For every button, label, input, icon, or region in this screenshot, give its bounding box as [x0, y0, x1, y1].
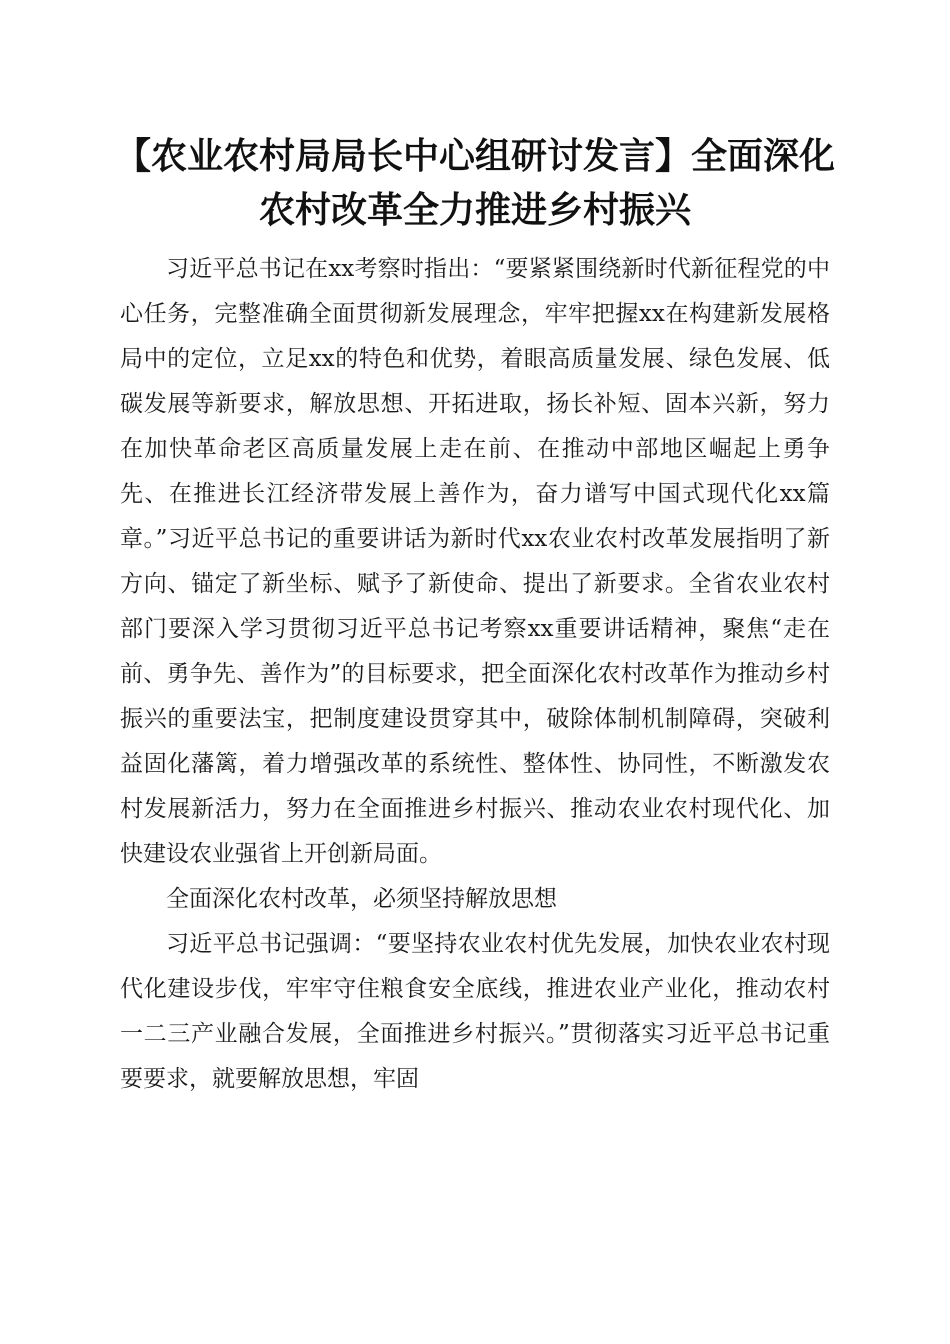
- body-paragraph-1: 习近平总书记在xx考察时指出：“要紧紧围绕新时代新征程党的中心任务，完整准确全面贯彻新发展理念，牢牢把握xx在构建新发展格局中的定位，立足xx的特色和优势，着眼高质量发展、绿色发展、低碳发展等新要求，解放思想、开拓进取，扬长补短、固本兴新，努力在加快革命老区高质量发展上走在前、在推动中部地区崛起上勇争先、在推进长江经济带发展上善作为，奋力谱写中国式现代化xx篇章。”习近平总书记的重要讲话为新时代xx农业农村改革发展指明了新方向、锚定了新坐标、赋予了新使命、提出了新要求。全省农业农村部门要深入学习贯彻习近平总书记考察xx重要讲话精神，聚焦“走在前、勇争先、善作为”的目标要求，把全面深化农村改革作为推动乡村振兴的重要法宝，把制度建设贯穿其中，破除体制机制障碍，突破利益固化藩篱，着力增强改革的系统性、整体性、协同性，不断激发农村发展新活力，努力在全面推进乡村振兴、推动农业农村现代化、加快建设农业强省上开创新局面。: [120, 256, 830, 867]
- title-line-1: 【农业农村局局长中心组研讨发言】全面深化: [114, 136, 835, 177]
- document-body: [120, 247, 830, 1102]
- document-title: [100, 130, 850, 238]
- section-heading: 全面深化农村改革，必须坚持解放思想: [166, 886, 557, 912]
- title-line-2: 农村改革全力推进乡村振兴: [258, 190, 691, 231]
- body-paragraph-2: 习近平总书记强调：“要坚持农业农村优先发展，加快农业农村现代化建设步伐，牢牢守住粮食安全底线，推进农业产业化，推动农村一二三产业融合发展，全面推进乡村振兴。”贯彻落实习近平总书记重要要求，就要解放思想，牢固: [120, 931, 830, 1092]
